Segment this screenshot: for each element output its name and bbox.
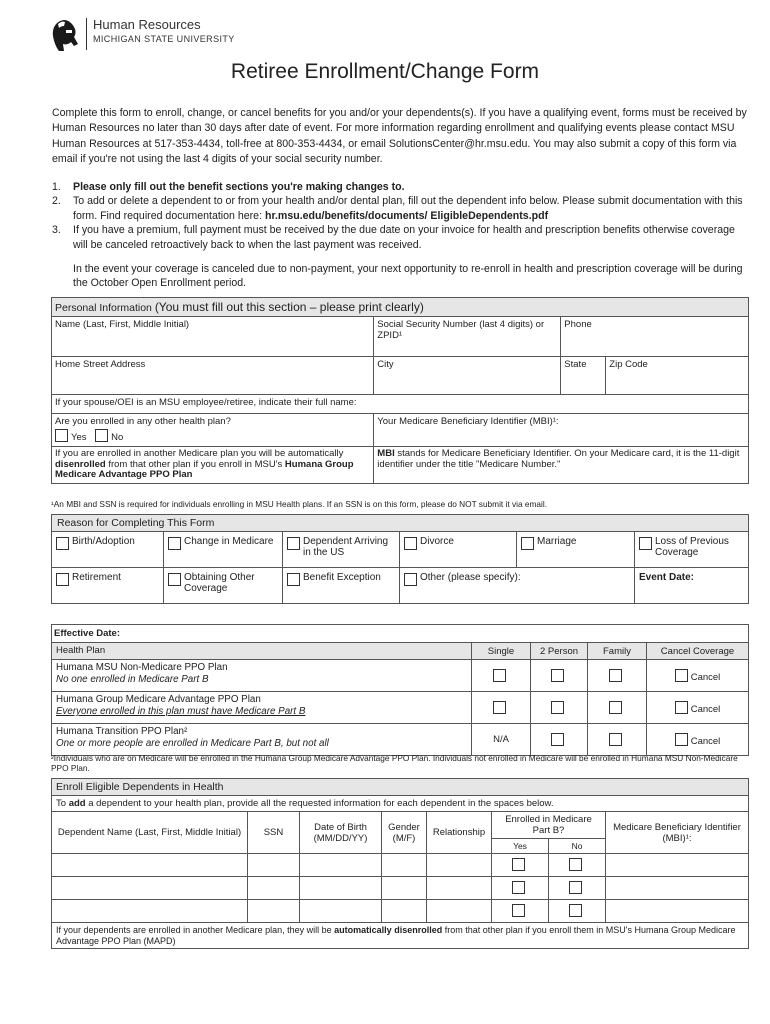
reason-option[interactable]: Benefit Exception — [283, 568, 400, 604]
health-plan-section — [51, 624, 749, 756]
family-checkbox[interactable] — [609, 669, 622, 682]
state-field[interactable]: State — [561, 357, 606, 395]
reason-header: Reason for Completing This Form — [52, 515, 749, 532]
plan-name: Humana Transition PPO Plan² — [56, 726, 188, 737]
reason-option[interactable]: Loss of Previous Coverage — [635, 532, 749, 568]
cancel-checkbox[interactable] — [675, 733, 688, 746]
instruction-number: 2. — [52, 195, 61, 208]
plan-name: Humana MSU Non-Medicare PPO Plan — [56, 662, 228, 673]
plan-sub: No one enrolled in Medicare Part B — [56, 674, 209, 685]
col-mbi: Medicare Beneficiary Identifier (MBI)¹: — [606, 812, 749, 854]
dependent-row — [52, 854, 749, 877]
dependents-instructions: To add a dependent to your health plan, provide all the requested information for each dependent in the spaces below. — [52, 796, 749, 812]
reason-section — [51, 514, 749, 604]
header — [50, 18, 235, 52]
dependents-footer: If your dependents are enrolled in another Medicare plan, they will be automatically disenrolled from that other plan if you enroll them in MSU's Humana Group Medicare Advantage PPO Plan (MAPD) — [52, 923, 749, 949]
instruction-number: 3. — [52, 224, 61, 237]
other-plan-question: Are you enrolled in any other health plan? Yes No — [52, 414, 374, 447]
col-family: Family — [588, 643, 647, 660]
ssn-field[interactable]: Social Security Number (last 4 digits) or ZPID¹ — [374, 317, 561, 357]
col-2-person: 2 Person — [531, 643, 588, 660]
reason-option[interactable]: Birth/Adoption — [52, 532, 164, 568]
plan-row: Humana Transition PPO Plan² One or more people are enrolled in Medicare Part B, but not all N/A Cancel — [52, 724, 749, 756]
page-title: Retiree Enrollment/Change Form — [230, 60, 540, 83]
dependent-row — [52, 900, 749, 923]
instruction-number: 1. — [52, 181, 61, 193]
col-single: Single — [472, 643, 531, 660]
instruction-item — [52, 180, 752, 194]
plan-row: Humana MSU Non-Medicare PPO Plan No one enrolled in Medicare Part B Cancel — [52, 660, 749, 692]
col-relationship: Relationship — [427, 812, 492, 854]
medicare-no-checkbox[interactable] — [569, 858, 582, 871]
na-label: N/A — [472, 724, 531, 756]
col-health-plan: Health Plan — [52, 643, 472, 660]
brand — [86, 18, 235, 50]
spartan-helmet-icon — [50, 18, 80, 52]
instruction-item — [52, 194, 752, 223]
disenroll-notice: If you are enrolled in another Medicare plan you will be automatically disenrolled from that other plan if you enroll in MSU's Humana Group Medicare Advantage PPO Plan — [52, 447, 374, 484]
footnote-2: ²Individuals who are on Medicare will be enrolled in the Humana Group Medicare Advantage PPO Plan. Individuals not enrolled in Medicare will be enrolled in Humana MSU Non-Medicare PPO Plan. — [51, 753, 738, 773]
col-ssn: SSN — [248, 812, 300, 854]
spouse-field[interactable]: If your spouse/OEI is an MSU employee/retiree, indicate their full name: — [52, 395, 749, 414]
address-field[interactable]: Home Street Address — [52, 357, 374, 395]
reason-option[interactable]: Obtaining Other Coverage — [164, 568, 283, 604]
university-name: MICHIGAN STATE UNIVERSITY — [93, 34, 235, 44]
col-dob: Date of Birth (MM/DD/YY) — [300, 812, 382, 854]
col-no: No — [549, 839, 606, 854]
col-dependent-name: Dependent Name (Last, First, Middle Initial) — [52, 812, 248, 854]
plan-sub: Everyone enrolled in this plan must have Medicare Part B — [56, 706, 306, 717]
dependents-header: Enroll Eligible Dependents in Health — [52, 779, 749, 796]
no-checkbox[interactable] — [95, 429, 108, 442]
col-medicare-part-b: Enrolled in Medicare Part B? — [492, 812, 606, 839]
instruction-text: Please only fill out the benefit sections you're making changes to. — [73, 181, 405, 193]
footnote-1: ¹An MBI and SSN is required for individuals enrolling in MSU Health plans. If an SSN is on this form, please do NOT submit it via email. — [51, 499, 548, 509]
personal-info-header: Personal Information (You must fill out this section – please print clearly) — [52, 298, 749, 317]
dependents-section — [51, 778, 749, 949]
mbi-field[interactable]: Your Medicare Beneficiary Identifier (MBI)¹: — [374, 414, 749, 447]
col-yes: Yes — [492, 839, 549, 854]
reason-option[interactable]: Dependent Arriving in the US — [283, 532, 400, 568]
yes-label: Yes — [71, 432, 87, 443]
plan-row: Humana Group Medicare Advantage PPO Plan Everyone enrolled in this plan must have Medicare Part B Cancel — [52, 692, 749, 724]
cancel-checkbox[interactable] — [675, 669, 688, 682]
no-label: No — [111, 432, 124, 443]
cancel-checkbox[interactable] — [675, 701, 688, 714]
city-field[interactable]: City — [374, 357, 561, 395]
col-cancel: Cancel Coverage — [647, 643, 749, 660]
single-checkbox[interactable] — [493, 701, 506, 714]
documents-link[interactable]: hr.msu.edu/benefits/documents/ EligibleDependents.pdf — [264, 209, 549, 222]
phone-field[interactable]: Phone — [561, 317, 749, 357]
instruction-text: To add or delete a dependent to or from your health and/or dental plan, fill out the dependent info below. Please submit documentation with this form. Find required documentation here: — [73, 195, 743, 222]
personal-info-section — [51, 297, 749, 484]
effective-date-field[interactable]: Effective Date: — [52, 625, 749, 643]
medicare-no-checkbox[interactable] — [569, 881, 582, 894]
plan-sub: One or more people are enrolled in Medicare Part B, but not all — [56, 738, 329, 749]
cancel-note: In the event your coverage is canceled due to non-payment, your next opportunity to re-enroll in health and prescription coverage will be during the October Open Enrollment period. — [73, 263, 743, 290]
dependent-row — [52, 877, 749, 900]
plan-name: Humana Group Medicare Advantage PPO Plan — [56, 694, 261, 705]
reason-option-other[interactable]: Other (please specify): — [400, 568, 635, 604]
zip-field[interactable]: Zip Code — [606, 357, 749, 395]
instructions-list — [52, 180, 752, 252]
instruction-text: If you have a premium, full payment must be received by the due date on your invoice for health and prescription benefits otherwise coverage will be canceled retroactively back to when the last payment was received. — [73, 224, 735, 251]
mbi-definition: MBI stands for Medicare Beneficiary Identifier. On your Medicare card, it is the 11-digit identifier under the title "Medicare Number." — [374, 447, 749, 484]
2-person-checkbox[interactable] — [551, 733, 564, 746]
reason-option[interactable]: Divorce — [400, 532, 517, 568]
2-person-checkbox[interactable] — [551, 669, 564, 682]
single-checkbox[interactable] — [493, 669, 506, 682]
medicare-yes-checkbox[interactable] — [512, 904, 525, 917]
col-gender: Gender (M/F) — [382, 812, 427, 854]
family-checkbox[interactable] — [609, 701, 622, 714]
reason-option[interactable]: Marriage — [517, 532, 635, 568]
instruction-item — [52, 223, 752, 252]
reason-option[interactable]: Retirement — [52, 568, 164, 604]
dept-name: Human Resources — [93, 17, 201, 32]
yes-checkbox[interactable] — [55, 429, 68, 442]
intro-paragraph: Complete this form to enroll, change, or cancel benefits for you and/or your dependents(s). If you have a qualifying event, forms must be received by Human Resources no later than 30 days after date of event. For more information regarding enrollment and qualifying events please contact MSU Human Resources at 517-353-4434, toll-free at 800-353-4434, or email SolutionsCenter@hr.msu.edu. You may also submit a copy of this form via email if you're not using the last 4 digits of your social security number. — [52, 107, 747, 165]
name-field[interactable]: Name (Last, First, Middle Initial) — [52, 317, 374, 357]
medicare-no-checkbox[interactable] — [569, 904, 582, 917]
medicare-yes-checkbox[interactable] — [512, 858, 525, 871]
2-person-checkbox[interactable] — [551, 701, 564, 714]
medicare-yes-checkbox[interactable] — [512, 881, 525, 894]
event-date-field[interactable]: Event Date: — [635, 568, 749, 604]
family-checkbox[interactable] — [609, 733, 622, 746]
reason-option[interactable]: Change in Medicare — [164, 532, 283, 568]
